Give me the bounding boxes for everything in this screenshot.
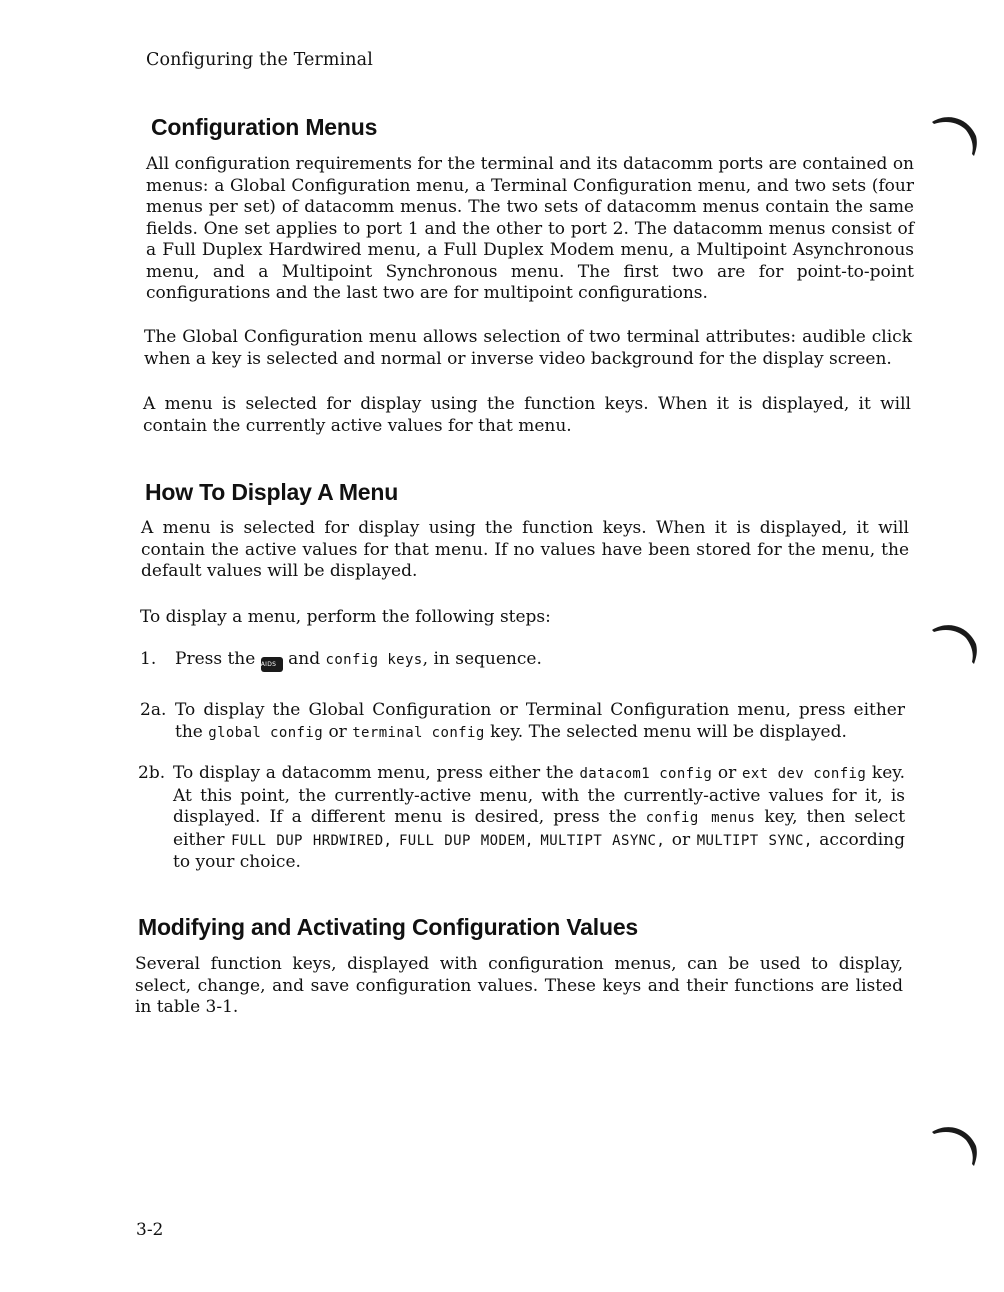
heading-how-to-display: How To Display A Menu bbox=[145, 479, 399, 505]
paragraph-global-config: The Global Configuration menu allows selection of two terminal attributes: audible click when a key is selected and normal or inverse video background for the display screen. bbox=[144, 327, 912, 369]
heading-configuration-menus: Configuration Menus bbox=[151, 114, 378, 140]
global-config-key-label: global config bbox=[208, 724, 324, 741]
paragraph-display-intro: A menu is selected for display using the function keys. When it is displayed, it will contain the active values for that menu. If no values have been stored for the menu, the default values will be displayed. bbox=[141, 518, 909, 581]
menu-option-multipt-async: MULTIPT ASYNC, bbox=[540, 832, 666, 849]
step-2a-text: To display the Global Configuration or Terminal Configuration menu, press either the global config or terminal config key. The selected menu will be displayed. bbox=[175, 700, 905, 742]
page-number: 3-2 bbox=[136, 1220, 164, 1240]
running-head: Configuring the Terminal bbox=[146, 50, 373, 70]
binder-hole-mark-middle bbox=[930, 618, 980, 668]
step-2a-number: 2a. bbox=[140, 700, 167, 720]
datacom1-config-key-label: datacom1 config bbox=[579, 766, 713, 782]
ext-dev-config-key-label: ext dev config bbox=[741, 766, 867, 782]
step-1-text: Press the AIDS and config keys, in sequence. bbox=[175, 649, 905, 672]
aids-key-icon: AIDS bbox=[261, 657, 283, 672]
paragraph-function-keys: Several function keys, displayed with configuration menus, can be used to display, select, change, and save configuration values. These keys and their functions are listed in table 3-1. bbox=[135, 954, 903, 1017]
step-2b-text: To display a datacomm menu, press either the datacom1 config or ext dev config key. At this point, the currently-active menu, with the currently-active values for it, is displayed. If a different menu is desired, press the config menus key, then select either FULL DUP HRDWIRED, FULL DUP MODEM, MULTIPT ASYNC, or MULTIPT SYNC, according to your choice. bbox=[173, 763, 906, 872]
step-2b-number: 2b. bbox=[138, 763, 166, 783]
config-keys-label: config keys bbox=[325, 652, 423, 668]
binder-hole-mark-top bbox=[930, 110, 980, 160]
step-1-number: 1. bbox=[140, 649, 157, 669]
config-menus-key-label: config menus bbox=[645, 810, 756, 826]
terminal-config-key-label: terminal config bbox=[352, 724, 485, 741]
menu-option-full-dup-modem: FULL DUP MODEM, bbox=[398, 832, 534, 849]
paragraph-menus-overview: All configuration requirements for the terminal and its datacomm ports are contained on menus: a Global Configuration menu, a Terminal Configuration menu, and two sets (four menus per set) of datacomm menus. The two sets of datacomm menus contain the same fields. One set applies to port 1 and the other to port 2. The datacomm menus consist of a Full Duplex Hardwired menu, a Full Duplex Modem menu, a Multipoint Asynchronous menu, and a Multipoint Synchronous menu. The first two are for point-to-point configurations and the last two are for multipoint configurations. bbox=[146, 154, 914, 303]
menu-option-multipt-sync: MULTIPT SYNC, bbox=[696, 832, 813, 849]
paragraph-steps-intro: To display a menu, perform the following steps: bbox=[140, 607, 551, 627]
paragraph-menu-selection: A menu is selected for display using the function keys. When it is displayed, it will contain the currently active values for that menu. bbox=[143, 394, 911, 436]
binder-hole-mark-bottom bbox=[930, 1120, 980, 1170]
menu-option-full-dup-hrdwired: FULL DUP HRDWIRED, bbox=[231, 832, 393, 849]
heading-modifying-activating: Modifying and Activating Configuration Values bbox=[138, 914, 638, 940]
